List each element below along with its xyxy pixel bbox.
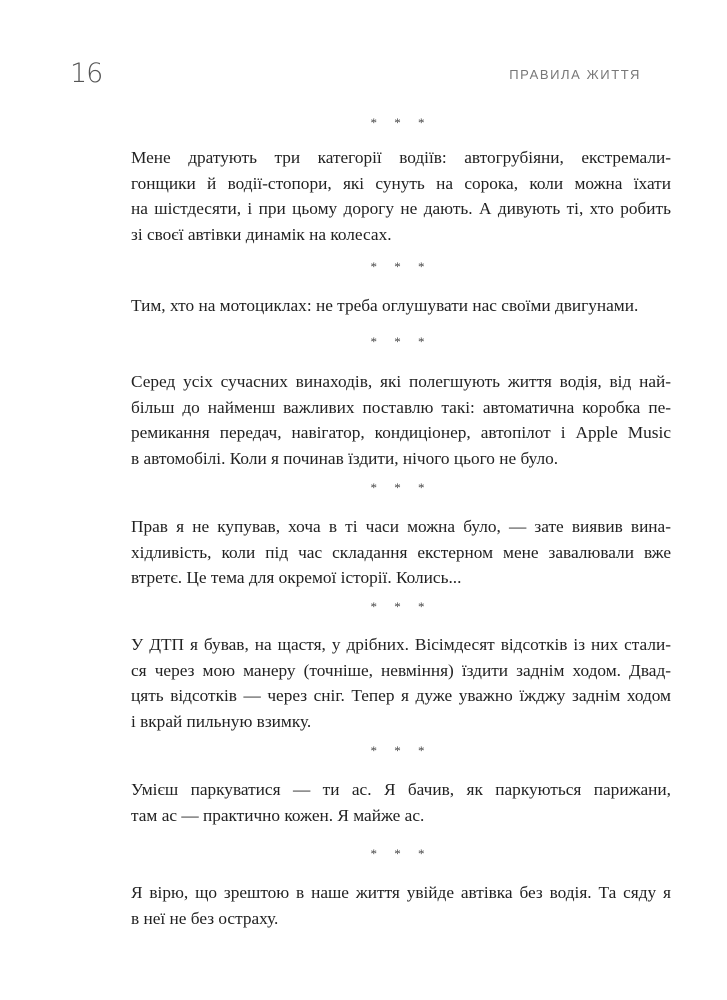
paragraph: [131, 369, 671, 471]
text-line: зі своєї автівки динамік на колесах.: [131, 224, 392, 244]
section-separator: * * *: [370, 480, 432, 495]
text-line: Мене дратують три категорії водіїв: автогрубіяни, екстремали-: [131, 148, 671, 167]
text-line: Умієш паркуватися — ти ас. Я бачив, як паркуються парижани,: [131, 780, 671, 799]
text-line: втретє. Це тема для окремої історії. Колись...: [131, 568, 462, 588]
text-line: на шістдесяти, і при цьому дорогу не дають. А дивують ті, хто робить: [131, 199, 671, 219]
text-line: Прав я не купував, хоча в ті часи можна було, — зате виявив вина-: [131, 517, 671, 536]
paragraph: [131, 514, 671, 591]
text-line: хідливість, коли під час складання екстерном мене завалювали вже: [131, 542, 671, 562]
section-separator: * * *: [370, 334, 432, 349]
text-line: ремикання передач, навігатор, кондиціонер, автопілот і Apple Music: [131, 423, 671, 443]
paragraph: [131, 145, 671, 247]
text-line: Тим, хто на мотоциклах: не треба оглушувати нас своїми двигунами.: [131, 296, 639, 315]
section-separator: * * *: [370, 259, 432, 274]
text-line: Я вірю, що зрештою в наше життя увійде автівка без водія. Та сяду я: [131, 883, 671, 902]
section-separator: * * *: [370, 846, 432, 861]
paragraph: [131, 777, 671, 828]
text-line: більш до найменш важливих поставлю такі: автоматична коробка пе-: [131, 397, 671, 417]
running-title: ПРАВИЛА ЖИТТЯ: [509, 67, 641, 82]
text-line: і вкрай пильную взимку.: [131, 711, 312, 731]
paragraph: [131, 632, 671, 734]
section-separator: * * *: [370, 115, 432, 130]
text-line: гонщики й водії-стопори, які сунуть на сорока, коли можна їхати: [131, 173, 671, 193]
text-line: в неї не без остраху.: [131, 908, 279, 928]
text-line: в автомобілі. Коли я починав їздити, нічого цього не було.: [131, 448, 559, 468]
paragraph: [131, 880, 671, 931]
text-line: У ДТП я бував, на щастя, у дрібних. Вісімдесят відсотків із них стали-: [131, 635, 671, 654]
section-separator: * * *: [370, 599, 432, 614]
page-number: 16: [70, 58, 103, 89]
section-separator: * * *: [370, 743, 432, 758]
paragraph: [131, 293, 671, 319]
text-line: Серед усіх сучасних винаходів, які полегшують життя водія, від най-: [131, 372, 671, 391]
text-line: цять відсотків — через сніг. Тепер я дуже уважно їжджу заднім ходом: [131, 686, 671, 706]
text-line: там ас — практично кожен. Я майже ас.: [131, 805, 425, 825]
text-line: ся через мою манеру (точніше, невміння) їздити заднім ходом. Двад-: [131, 660, 671, 680]
